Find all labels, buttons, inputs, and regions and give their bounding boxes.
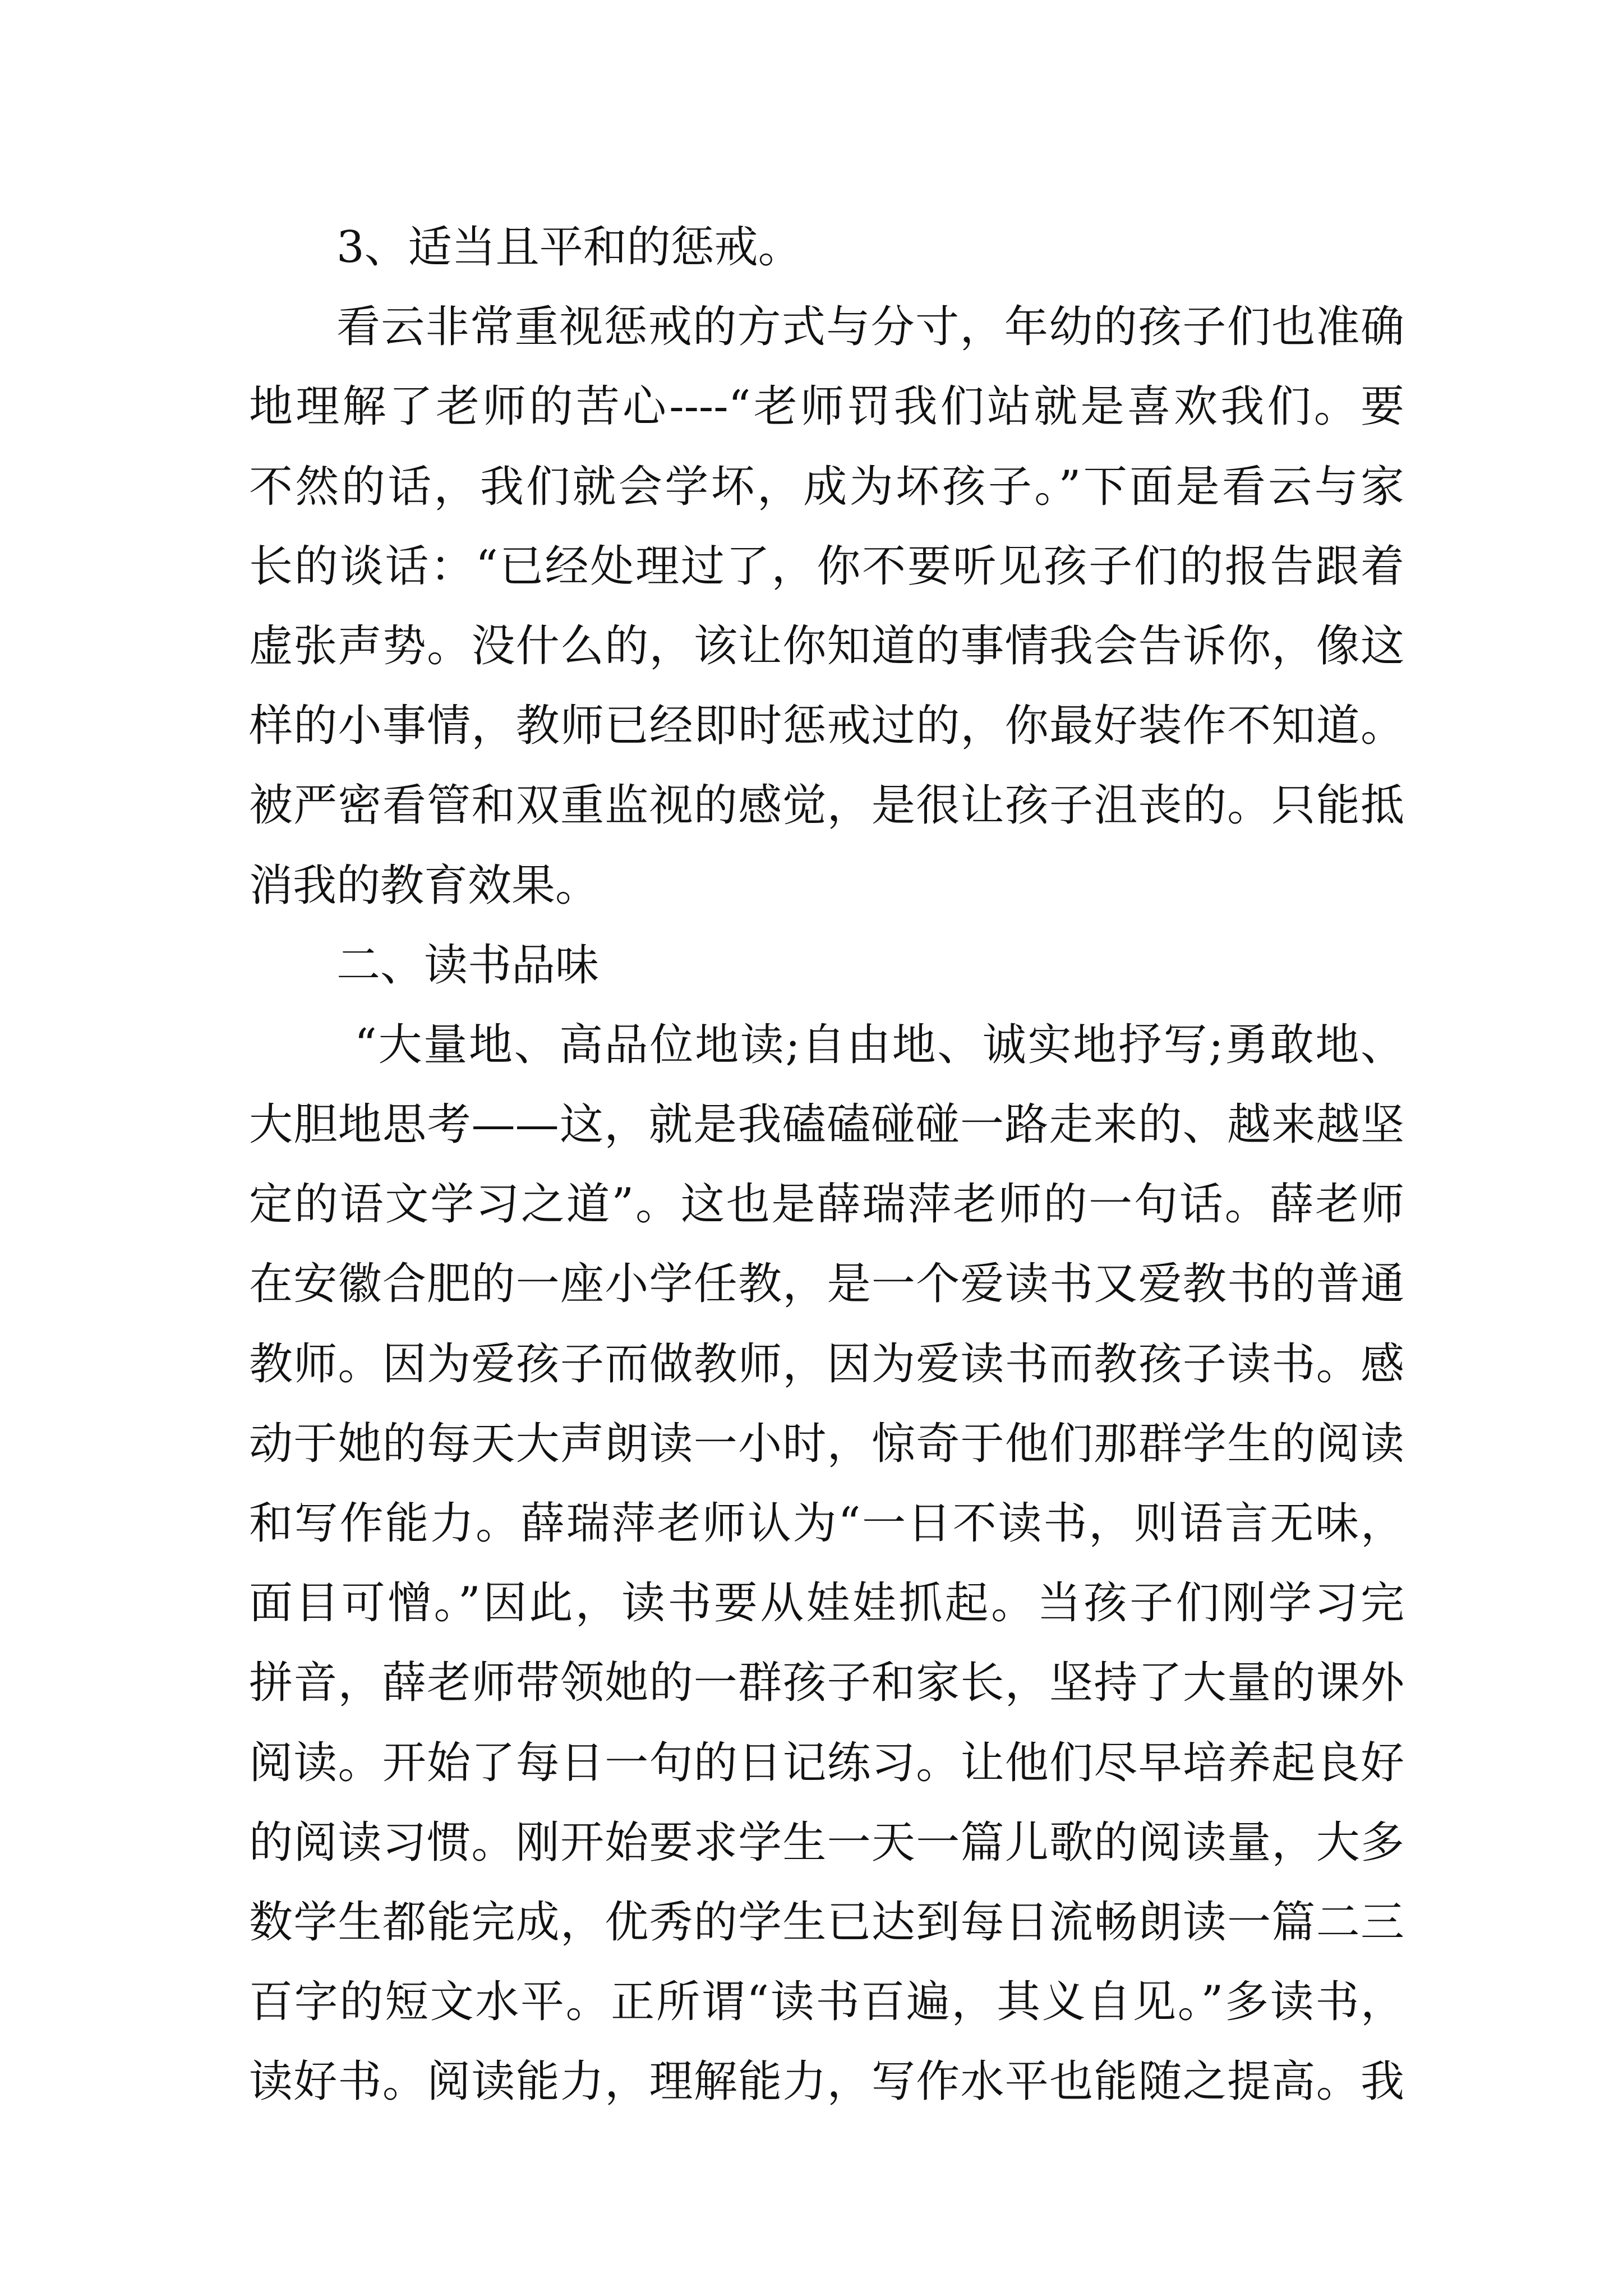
paragraph-line: 长的谈话：“已经处理过了，你不要听见孩子们的报告跟着 [249,541,1404,592]
section-heading-punishment: 3、适当且平和的惩戒。 [336,222,802,273]
paragraph-line: 数学生都能完成，优秀的学生已达到每日流畅朗读一篇二三 [249,1897,1404,1948]
paragraph-line: 样的小事情，教师已经即时惩戒过的，你最好装作不知道。 [249,701,1404,752]
paragraph-line: 消我的教育效果。 [249,860,600,911]
paragraph-line: 在安徽合肥的一座小学任教，是一个爱读书又爱教书的普通 [249,1259,1404,1310]
paragraph-line: 面目可憎。”因此，读书要从娃娃抓起。当孩子们刚学习完 [249,1578,1404,1629]
paragraph-line: 被严密看管和双重监视的感觉，是很让孩子沮丧的。只能抵 [249,780,1404,831]
paragraph-line: 拼音，薛老师带领她的一群孩子和家长，坚持了大量的课外 [249,1658,1404,1709]
paragraph-line: 虚张声势。没什么的，该让你知道的事情我会告诉你，像这 [249,620,1404,671]
paragraph-line: 看云非常重视惩戒的方式与分寸，年幼的孩子们也准确 [336,302,1404,353]
paragraph-line: 读好书。阅读能力，理解能力，写作水平也能随之提高。我 [249,2056,1404,2108]
paragraph-line: “大量地、高品位地读;自由地、诚实地抒写;勇敢地、 [354,1019,1404,1070]
paragraph-line: 教师。因为爱孩子而做教师，因为爱读书而教孩子读书。感 [249,1338,1404,1389]
paragraph-line: 地理解了老师的苦心----“老师罚我们站就是喜欢我们。要 [249,381,1404,432]
body-text [249,208,1404,2122]
paragraph-line: 不然的话，我们就会学坏，成为坏孩子。”下面是看云与家 [249,461,1404,512]
paragraph-line: 定的语文学习之道”。这也是薛瑞萍老师的一句话。薛老师 [249,1179,1404,1230]
paragraph-line: 阅读。开始了每日一句的日记练习。让他们尽早培养起良好 [249,1737,1404,1788]
paragraph-line: 和写作能力。薛瑞萍老师认为“一日不读书，则语言无味， [249,1498,1404,1549]
paragraph-line: 大胆地思考——这，就是我磕磕碰碰一路走来的、越来越坚 [249,1099,1404,1151]
paragraph-line: 动于她的每天大声朗读一小时，惊奇于他们那群学生的阅读 [249,1418,1404,1469]
paragraph-line: 百字的短文水平。正所谓“读书百遍，其义自见。”多读书， [249,1977,1404,2028]
paragraph-line: 的阅读习惯。刚开始要求学生一天一篇儿歌的阅读量，大多 [249,1817,1404,1868]
section-heading-reading: 二、读书品味 [336,940,600,991]
